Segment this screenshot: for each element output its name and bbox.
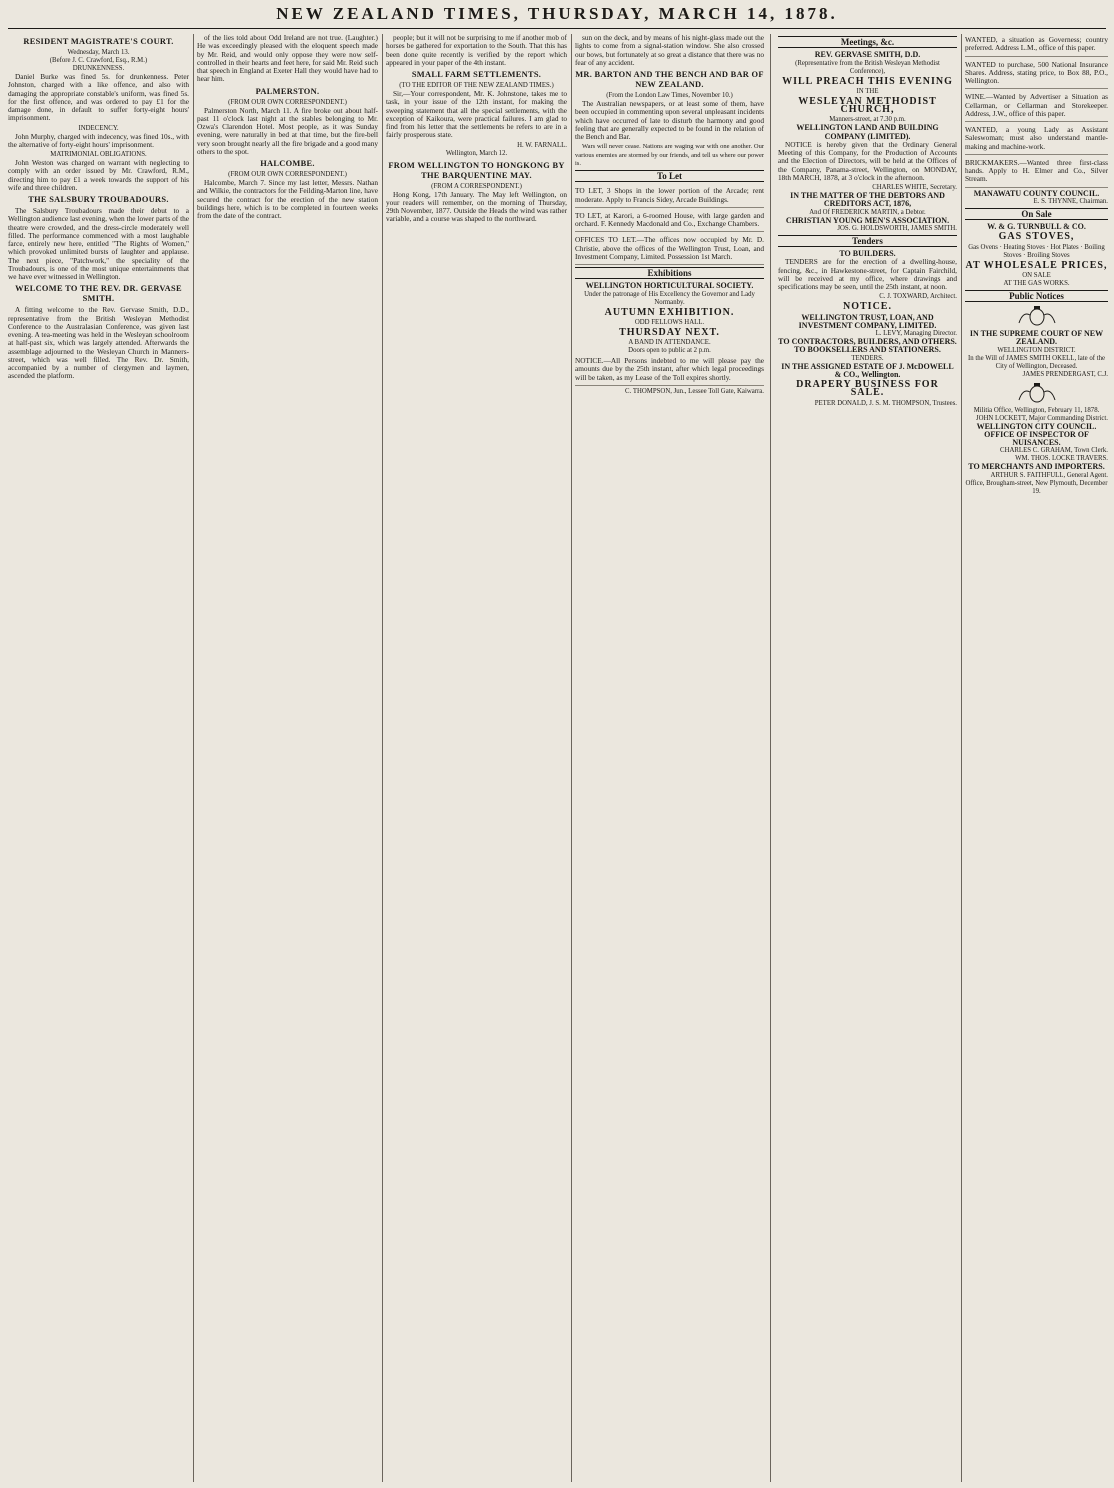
section-heading-meetings: Meetings, &c. bbox=[778, 36, 957, 48]
ad-line: In the Will of JAMES SMITH OKELL, late of the City of Wellington, Deceased. bbox=[967, 354, 1106, 370]
classified-ad: TO LET, 3 Shops in the lower portion of the Arcade; rent moderate. Apply to Francis Sidey, Arcade Buildings. bbox=[575, 185, 764, 208]
ad-heading: CHRISTIAN YOUNG MEN'S ASSOCIATION. bbox=[785, 215, 950, 225]
column-1 bbox=[8, 34, 189, 1482]
ad-heading: TO MERCHANTS AND IMPORTERS. bbox=[968, 462, 1105, 472]
article-byline: (FROM OUR OWN CORRESPONDENT.) bbox=[228, 171, 347, 178]
letter-place: Wellington, March 12. bbox=[445, 149, 508, 157]
masthead-rule bbox=[8, 28, 1106, 29]
ad-heading: MANAWATU COUNTY COUNCIL. bbox=[973, 188, 1100, 198]
section-heading-exhibitions: Exhibitions bbox=[575, 267, 764, 279]
column-4 bbox=[575, 34, 764, 1482]
ad-line: ODD FELLOWS HALL. bbox=[634, 318, 705, 326]
ad-signature: C. THOMPSON, Jun., Lessee Toll Gate, Kaiwarra. bbox=[625, 387, 764, 395]
classified-ad: BRICKMAKERS.—Wanted three first-class hands. Apply to H. Elmer and Co., Silver Stream. bbox=[965, 157, 1108, 188]
ad-heading: IN THE ASSIGNED ESTATE OF J. McDOWELL & CO., Wellington. bbox=[781, 361, 954, 379]
ad-heading: WELLINGTON TRUST, LOAN, AND INVESTMENT COMPANY, LIMITED. bbox=[798, 312, 937, 330]
column-rule bbox=[961, 34, 962, 1482]
ad-line: Militia Office, Wellington, February 11, 1878. bbox=[973, 406, 1100, 414]
classified-ad: TO LET, at Karori, a 6-roomed House, with large garden and orchard. F. Kennedy Macdonald and Co., Exchange Chambers. bbox=[575, 210, 764, 233]
article-byline: (From the London Law Times, November 10.) bbox=[606, 92, 733, 99]
article-byline: (TO THE EDITOR OF THE NEW ZEALAND TIMES.) bbox=[399, 82, 554, 89]
ad-text: TENDERS are for the erection of a dwelling-house, fencing, &c., in Hawkestone-street, for Captain Fairchild, will be received at my office, where drawings and specifications may be seen, until the 25th instant, at noon. bbox=[778, 257, 957, 291]
ad-line: And Of FREDERICK MARTIN, a Debtor. bbox=[809, 208, 926, 216]
ad-heading: OFFICE OF INSPECTOR OF NUISANCES. bbox=[984, 429, 1089, 447]
article-heading: FROM WELLINGTON TO HONGKONG BY THE BARQUENTINE MAY. bbox=[388, 160, 565, 180]
section-heading-on-sale: On Sale bbox=[965, 208, 1108, 220]
article-byline: (Before J. C. Crawford, Esq., R.M.) bbox=[49, 57, 148, 64]
ad-heading: TO BOOKSELLERS AND STATIONERS. bbox=[794, 345, 941, 355]
article-paragraph: A fitting welcome to the Rev. Gervase Smith, D.D., representative from the British Wesleyan Methodist Conference to the Australasian Conference, was given last evening. A tea-meeting was held in the Wesleyan schoolroom at half-past six, which was largely attended. Afterwards the assemblage adjourned to the Wesleyan Church in Manners-street, which was well filled. The Rev. Dr. Smith, accompanied by a number of clergymen and laymen, ascended the platform. bbox=[8, 305, 189, 381]
column-rule bbox=[770, 34, 771, 1482]
article-paragraph: sun on the deck, and by means of his night-glass made out the lights to come from a signal-station window. She also crossed our bows, but fortunately at so great a distance that there was no fear of any accident. bbox=[575, 34, 764, 67]
section-heading-tenders: Tenders bbox=[778, 235, 957, 247]
small-print-note: Wars will never cease. Nations are waging war with one another. Our various enemies are stormed by our friends, and tell us where our power is. bbox=[575, 143, 764, 167]
letter-signature: H. W. FARNALL. bbox=[517, 141, 567, 149]
ad-text: NOTICE is hereby given that the Ordinary General Meeting of this Company, for the Production of Accounts and the Election of Directors, will be held at the Offices of the Company, Panama-street, Wellington, on MONDAY, 18th MARCH, 1878, at 3 o'clock in the afternoon. bbox=[778, 139, 957, 182]
ad-line: Gas Ovens · Heating Stoves · Hot Plates · Boiling Stoves · Broiling Stoves bbox=[968, 243, 1105, 259]
article-heading: MR. BARTON AND THE BENCH AND BAR OF NEW ZEALAND. bbox=[575, 70, 764, 89]
ad-display-line: DRAPERY BUSINESS FOR SALE. bbox=[796, 379, 939, 399]
ad-display-line: NOTICE. bbox=[843, 301, 892, 313]
article-paragraph: Daniel Burke was fined 5s. for drunkenness. Peter Johnston, charged with a like offence, and also with damaging the appropriate constable's uniform, was fined 5s. for the first offence, and was ordered to pay £1 for the damage done, in default to suffer forty-eight hours' imprisonment. bbox=[8, 72, 189, 123]
ad-heading: WELLINGTON LAND AND BUILDING COMPANY (LIMITED). bbox=[796, 123, 939, 141]
ad-line: IN THE bbox=[856, 87, 879, 95]
classified-ad: WANTED, a young Lady as Assistant Saleswoman; must also understand mantle-making and machine-work. bbox=[965, 124, 1108, 155]
classified-ad: WINE.—Wanted by Advertiser a Situation as Cellarman, or Cellarman and Storekeeper. Address, J.W., office of this paper. bbox=[965, 91, 1108, 122]
column-5 bbox=[778, 34, 957, 1482]
article-paragraph: Palmerston North, March 11. A fire broke out about half-past 11 o'clock last night at the stables belonging to Mr. Ozwa's Clarendon Hotel. Most people, as it was Sunday evening, were naturally in bed at that time, but the fire-bell very soon brought nearly all the fire brigade and a good many others to the spot. bbox=[197, 105, 378, 156]
ad-display-line: WILL PREACH THIS EVENING bbox=[782, 75, 953, 87]
masthead-title: NEW ZEALAND TIMES, THURSDAY, MARCH 14, 1878. bbox=[276, 4, 838, 23]
column-3 bbox=[386, 34, 567, 1482]
section-heading-public-notices: Public Notices bbox=[965, 290, 1108, 302]
article-paragraph: Hong Kong, 17th January. The May left Wellington, on your readers will remember, on the morning of Thursday, 29th November, 1877. Outside the Heads the wind was rather variable, and a course was shaped to the northward. bbox=[386, 189, 567, 224]
article-paragraph: John Weston was charged on warrant with neglecting to comply with an order issued by Mr. Crawford, R.M., directing him to pay £1 a week towards the support of his wife and three children. bbox=[8, 158, 189, 192]
article-heading: HALCOMBE. bbox=[260, 159, 315, 168]
ad-line: Office, Brougham-street, New Plymouth, December 19. bbox=[965, 479, 1108, 495]
ad-display-line: AT WHOLESALE PRICES, bbox=[965, 259, 1108, 271]
article-paragraph: John Murphy, charged with indecency, was fined 10s., with the alternative of forty-eight hours' imprisonment. bbox=[8, 131, 189, 149]
article-heading: THE SALSBURY TROUBADOURS. bbox=[28, 195, 169, 204]
section-heading-to-let: To Let bbox=[575, 170, 764, 182]
classified-ad: WANTED to purchase, 500 National Insurance Shares. Address, stating price, to Box 88, P.O., Wellington. bbox=[965, 59, 1108, 90]
ad-line: A BAND IN ATTENDANCE. bbox=[628, 339, 711, 346]
royal-arms-crest-icon bbox=[1015, 382, 1059, 404]
column-2 bbox=[197, 34, 378, 1482]
ad-signature: E. S. THYNNE, Chairman. bbox=[1033, 197, 1108, 205]
ad-line: Doors open to public at 2 p.m. bbox=[628, 347, 711, 354]
ad-signature: JAMES PRENDERGAST, C.J. bbox=[1022, 370, 1108, 378]
article-paragraph: Halcombe, March 7. Since my last letter, Messrs. Nathan and Wilkie, the contractors for the Feilding-Marton line, have secured the contract for the erection of the new station buildings here, which is to be completed in fourteen weeks from the date of the contract. bbox=[197, 178, 378, 220]
article-byline: (FROM A CORRESPONDENT.) bbox=[431, 182, 522, 190]
ad-signature: JOS. G. HOLDSWORTH, JAMES SMITH. bbox=[837, 224, 957, 232]
article-byline: (FROM OUR OWN CORRESPONDENT.) bbox=[228, 98, 347, 106]
ad-line: AT THE GAS WORKS. bbox=[1003, 279, 1070, 287]
article-heading: RESIDENT MAGISTRATE'S COURT. bbox=[23, 37, 174, 46]
subheading: INDECENCY. bbox=[78, 124, 119, 132]
classified-ad: NOTICE.—All Persons indebted to me will please pay the amounts due by the 25th instant, after which legal proceedings will be taken, as my Lease of the Toll expires shortly. bbox=[575, 355, 764, 386]
article-date: Wednesday, March 13. bbox=[67, 49, 130, 56]
ad-heading: W. & G. TURNBULL & CO. bbox=[987, 222, 1086, 231]
ad-display-line: GAS STOVES, bbox=[998, 231, 1075, 243]
ad-heading: WELLINGTON HORTICULTURAL SOCIETY. bbox=[585, 281, 754, 291]
ad-heading: WELLINGTON CITY COUNCIL. bbox=[976, 421, 1097, 431]
ad-line: Under the patronage of His Excellency the Governor and Lady Normanby. bbox=[584, 290, 755, 306]
ad-signature: PETER DONALD, J. S. M. THOMPSON, Trustees. bbox=[814, 399, 957, 407]
ad-heading: IN THE MATTER OF THE DEBTORS AND CREDITORS ACT, 1876, bbox=[790, 191, 945, 209]
royal-arms-crest-icon bbox=[1015, 305, 1059, 327]
ad-heading: TO CONTRACTORS, BUILDERS, AND OTHERS. bbox=[778, 337, 957, 346]
article-heading: WELCOME TO THE REV. DR. GERVASE SMITH. bbox=[15, 284, 182, 304]
ad-display-line: WESLEYAN METHODIST CHURCH, bbox=[798, 95, 937, 115]
column-rule bbox=[382, 34, 383, 1482]
article-paragraph: people; but it will not be surprising to me if another mob of horses be gathered for exportation to the South. That this has been done quite recently is verified by the report which appeared in your paper of the 4th instant. bbox=[386, 34, 567, 67]
article-paragraph: The Australian newspapers, or at least some of them, have been occupied in commenting upon several unpleasant incidents which have occurred of late to disturb the harmony and good feeling that are generally expected to be found in the relation of the Bench and Bar. bbox=[575, 99, 764, 141]
article-paragraph: of the lies told about Odd Ireland are not true. (Laughter.) He was exceedingly pleased with the eloquent speech made by Mr. Reid, and would only oppose they were now self-controlled in their hearts and feet here, for said Mr. Reid such that speech in England at Exeter Hall they would have had to hear him. bbox=[197, 34, 378, 84]
ad-signature: C. J. TOXWARD, Architect. bbox=[879, 293, 957, 301]
subheading: DRUNKENNESS. bbox=[72, 65, 125, 72]
article-paragraph: The Salsbury Troubadours made their debut to a Wellington audience last evening, when the lower parts of the theatre were crowded, and the dress-circle moderately well filled. The performance commenced with a most laughable farce, entirely new here, entitled "The Rights of Women," which provoked unlimited bursts of laughter and applause. The next piece, "Patchwork," the speciality of the Troubadours, is one of the most unique entertainments that we have ever witnessed in Wellington. bbox=[8, 206, 189, 281]
subheading: MATRIMONIAL OBLIGATIONS. bbox=[50, 151, 147, 158]
ad-line: (Representative from the British Wesleyan Methodist Conference), bbox=[795, 59, 940, 75]
ad-line: Manners-street, at 7.30 p.m. bbox=[829, 116, 906, 124]
ad-display-line: AUTUMN EXHIBITION. bbox=[604, 306, 735, 318]
ad-signature: CHARLES C. GRAHAM, Town Clerk. bbox=[1000, 447, 1108, 455]
article-heading: SMALL FARM SETTLEMENTS. bbox=[411, 70, 542, 79]
classified-ad: WANTED, a situation as Governess; country preferred. Address L.M., office of this paper. bbox=[965, 34, 1108, 57]
ad-signature: L. LEVY, Managing Director. bbox=[875, 330, 957, 337]
column-6 bbox=[965, 34, 1108, 1482]
column-rule bbox=[193, 34, 194, 1482]
classified-ad: OFFICES TO LET.—The offices now occupied by Mr. D. Christie, above the offices of the Wellington Trust, Loan, and Investment Company, Limited. Possession 1st March. bbox=[575, 234, 764, 265]
ad-line: TENDERS. bbox=[851, 354, 884, 362]
column-rule bbox=[571, 34, 572, 1482]
ad-heading: IN THE SUPREME COURT OF NEW ZEALAND. bbox=[969, 329, 1104, 347]
ad-signature: JOHN LOCKETT, Major Commanding District. bbox=[975, 414, 1108, 422]
ad-line: WELLINGTON DISTRICT. bbox=[997, 346, 1076, 354]
ad-signature: WM. THOS. LOCKE TRAVERS. bbox=[1015, 455, 1108, 463]
ad-display-line: THURSDAY NEXT. bbox=[619, 326, 720, 338]
article-paragraph: Sir,—Your correspondent, Mr. K. Johnstone, takes me to task, in your issue of the 12th instant, for making the sweeping statement that all the special settlements, with the exception of Kaikoura, were practical failures. I am glad to find from his letter that the settlements he refers to are in a fairly prosperous state. bbox=[386, 89, 567, 140]
ad-heading: TO BUILDERS. bbox=[839, 249, 896, 258]
ad-line: ON SALE bbox=[1022, 271, 1051, 279]
ad-signature: ARTHUR S. FAITHFULL, General Agent. bbox=[990, 471, 1108, 479]
article-heading: PALMERSTON. bbox=[255, 86, 320, 96]
ad-signature: CHARLES WHITE, Secretary. bbox=[872, 184, 957, 191]
ad-heading: REV. GERVASE SMITH, D.D. bbox=[814, 50, 921, 60]
